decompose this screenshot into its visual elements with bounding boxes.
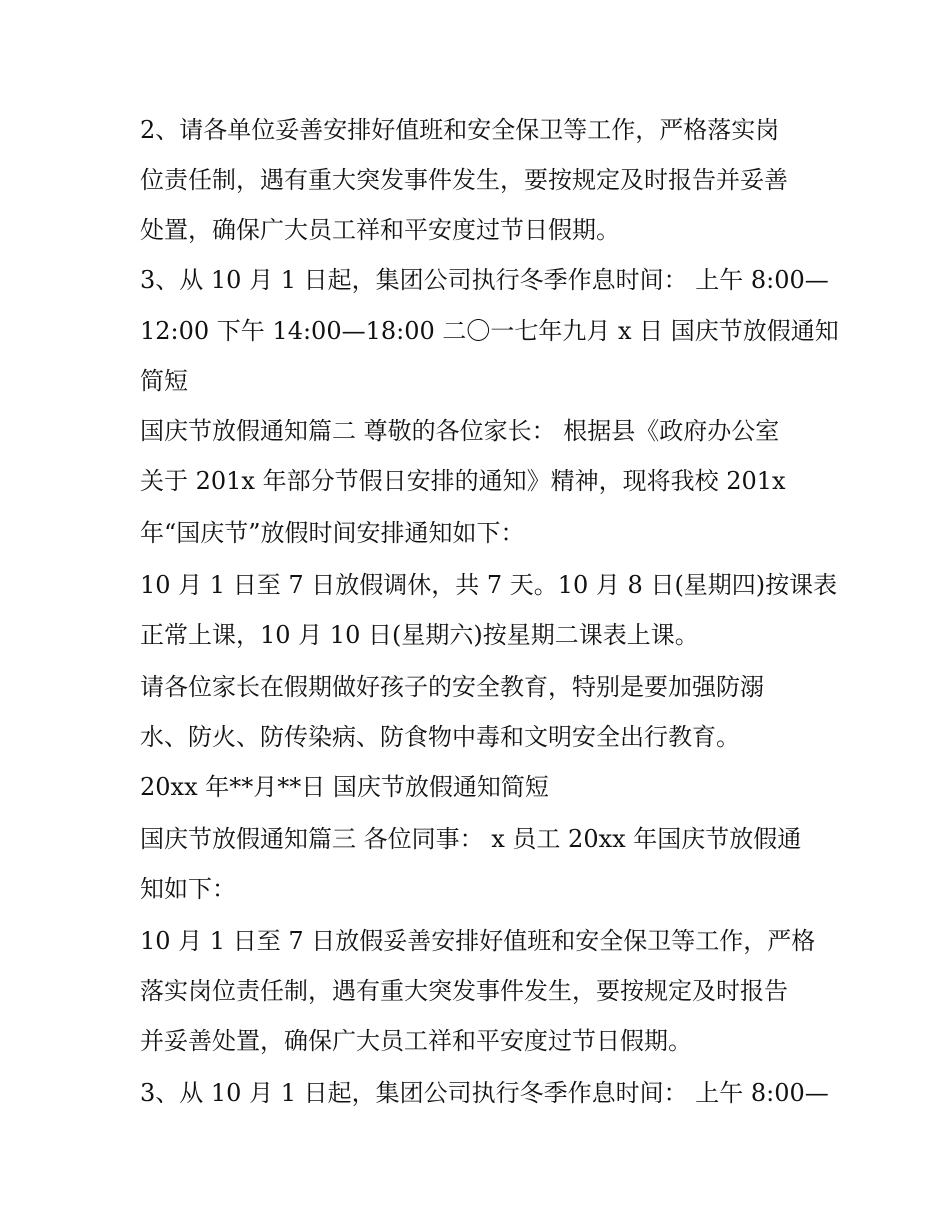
text-line: 知如下：	[140, 875, 236, 903]
text-line: 简短	[140, 367, 188, 395]
text-line: 请各位家长在假期做好孩子的安全教育，特别是要加强防溺	[140, 673, 764, 701]
text-line: 国庆节放假通知篇三 各位同事： x 员工 20xx 年国庆节放假通	[140, 825, 802, 853]
text-line: 3、从 10 月 1 日起，集团公司执行冬季作息时间： 上午 8:00—	[140, 266, 829, 294]
text-line: 10 月 1 日至 7 日放假调休，共 7 天。10 月 8 日(星期四)按课表	[140, 571, 838, 599]
text-line: 10 月 1 日至 7 日放假妥善安排好值班和安全保卫等工作，严格	[140, 927, 816, 955]
text-line: 年“国庆节”放假时间安排通知如下：	[140, 519, 525, 547]
text-line: 12:00 下午 14:00—18:00 二〇一七年九月 x 日 国庆节放假通知	[140, 317, 839, 345]
text-line: 水、防火、防传染病、防食物中毒和文明安全出行教育。	[140, 723, 740, 751]
text-line: 2、请各单位妥善安排好值班和安全保卫等工作，严格落实岗	[140, 116, 780, 144]
text-line: 3、从 10 月 1 日起，集团公司执行冬季作息时间： 上午 8:00—	[140, 1079, 829, 1107]
text-line: 关于 201x 年部分节假日安排的通知》精神，现将我校 201x	[140, 467, 786, 495]
text-line: 处置，确保广大员工祥和平安度过节日假期。	[140, 216, 620, 244]
text-line: 20xx 年**月**日 国庆节放假通知简短	[140, 773, 549, 801]
text-line: 并妥善处置，确保广大员工祥和平安度过节日假期。	[140, 1027, 692, 1055]
text-line: 正常上课，10 月 10 日(星期六)按星期二课表上课。	[140, 621, 699, 649]
text-line: 位责任制，遇有重大突发事件发生，要按规定及时报告并妥善	[140, 166, 788, 194]
text-line: 落实岗位责任制，遇有重大突发事件发生，要按规定及时报告	[140, 977, 788, 1005]
text-line: 国庆节放假通知篇二 尊敬的各位家长： 根据县《政府办公室	[140, 417, 780, 445]
